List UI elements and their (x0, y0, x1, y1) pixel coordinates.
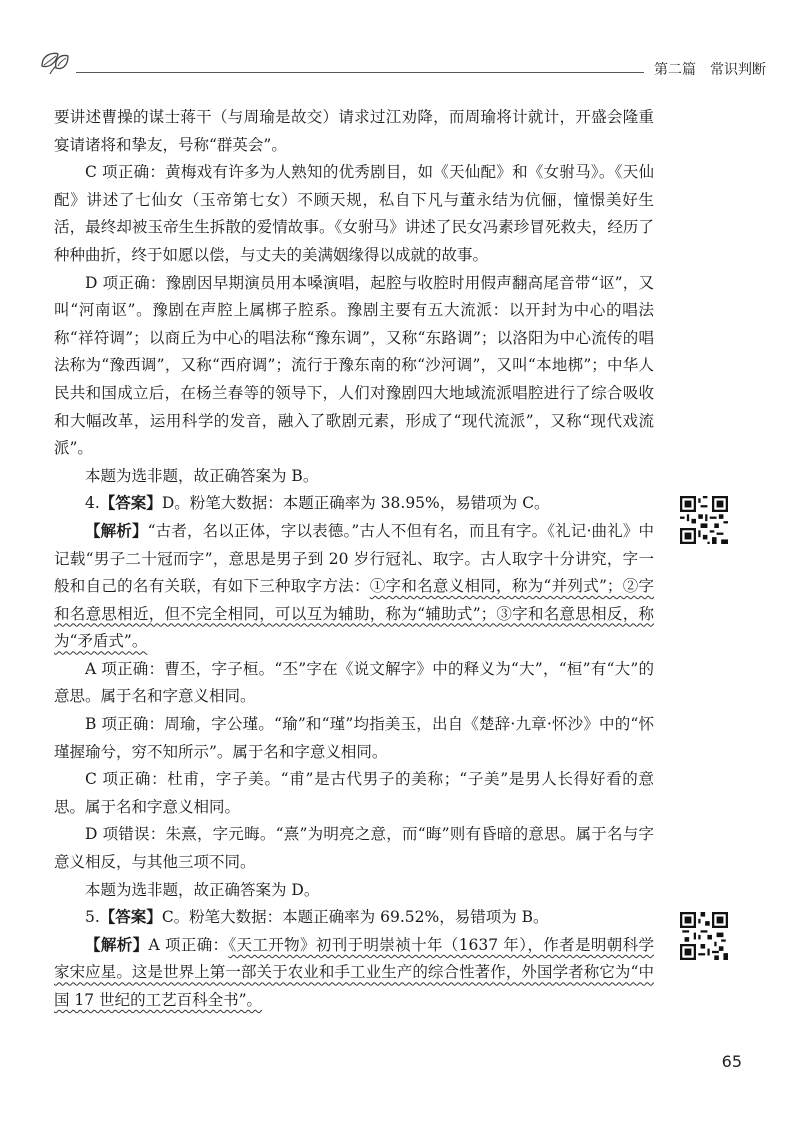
q4-answer-text: D。粉笔大数据：本题正确率为 38.95%，易错项为 C。 (161, 494, 550, 513)
page-number: 65 (721, 1052, 742, 1071)
q5-analysis-emphasis: 《天工开物》初刊于明崇祯十年（1637 年），作者是明朝科学家宋应星。这是世界上第一部关于农业和手工业生产的综合性著作，外国学者称它为“中国 17 世纪的工艺百科全书”。 (54, 935, 654, 1009)
q4-analysis-tag: 【解析】 (85, 521, 148, 540)
section-title: 第二篇 常识判断 (644, 59, 766, 79)
qr-code-icon[interactable] (680, 912, 728, 960)
leaf-sprout-icon (36, 44, 70, 80)
page-body (54, 104, 654, 1015)
paragraph-conclusion-q3: 本题为选非题，故正确答案为 B。 (85, 466, 319, 485)
q4-analysis (54, 518, 654, 656)
q4-number: 4. (85, 494, 100, 513)
q4-option-a: A 项正确：曹丕，字子桓。“丕”字在《说文解字》中的释义为“大”，“桓”有“大”的意思。属于名和字意义相同。 (54, 659, 654, 706)
page-header (36, 44, 766, 84)
q4-option-b: B 项正确：周瑜，字公瑾。“瑜”和“瑾”均指美玉，出自《楚辞·九章·怀沙》中的“怀瑾握瑜兮，穷不知所示”。属于名和字意义相同。 (54, 715, 654, 761)
q5-analysis-lead: A 项正确： (148, 935, 229, 954)
q5-answer-tag: 【答案】 (99, 908, 162, 927)
q4-answer-tag: 【答案】 (99, 494, 162, 513)
qr-code-icon[interactable] (680, 496, 728, 544)
q4-conclusion: 本题为选非题，故正确答案为 D。 (85, 880, 320, 899)
q4-option-d: D 项错误：朱熹，字元晦。“熹”为明亮之意，而“晦”则有昏暗的意思。属于名与字意义相反，与其他三项不同。 (54, 825, 654, 872)
q4-option-c: C 项正确：杜甫，字子美。“甫”是古代男子的美称；“子美”是男人长得好看的意思。属于名和字意义相同。 (54, 770, 654, 816)
paragraph-option-d: D 项正确：豫剧因早期演员用本嗓演唱，起腔与收腔时用假声翻高尾音带“讴”，又叫“河南讴”。豫剧在声腔上属梆子腔系。豫剧主要有五大流派：以开封为中心的唱法称“祥符调”；以商丘为中心的唱法称“豫东调”，又称“东路调”；以洛阳为中心流传的唱法称为“豫西调”，又称“西府调”；流行于豫东南的称“沙河调”，又叫“本地梆”；中华人民共和国成立后，在杨兰春等的领导下，人们对豫剧四大地域流派唱腔进行了综合吸收和大幅改革，运用科学的发音，融入了歌剧元素，形成了“现代流派”，又称“现代戏流派”。 (54, 273, 654, 458)
q5-analysis-tag: 【解析】 (85, 935, 149, 954)
q5-number: 5. (85, 908, 100, 927)
q4-analysis-emphasis: ①字和名意义相同，称为“并列式”；②字和名意思相近，但不完全相同，可以互为辅助，称为“辅助式”；③字和名意思相反，称为“矛盾式”。 (54, 577, 654, 651)
paragraph-continuation: 要讲述曹操的谋士蒋干（与周瑜是故交）请求过江劝降，而周瑜将计就计，开盛会隆重宴请诸将和挚友，号称“群英会”。 (54, 108, 654, 154)
q4-analysis-plain: “古者，名以正体，字以表德。”古人不但有名，而且有字。《礼记·曲礼》中记载“男子二十冠而字”，意思是男子到 20 岁行冠礼、取字。古人取字十分讲究，字一般和自己的名有关联，有如下三种取字方法： (54, 521, 654, 596)
q5-answer (54, 904, 654, 932)
q4-answer (54, 490, 654, 518)
paragraph-option-c: C 项正确：黄梅戏有许多为人熟知的优秀剧目，如《天仙配》和《女驸马》。《天仙配》讲述了七仙女（玉帝第七女）不顾天规，私自下凡与董永结为伉俪，憧憬美好生活，最终却被玉帝生生拆散的爱情故事。《女驸马》讲述了民女冯素珍冒死救夫，经历了种种曲折，终于如愿以偿，与丈夫的美满姻缘得以成就的故事。 (54, 163, 654, 264)
q5-analysis (54, 932, 654, 1015)
q5-answer-text: C。粉笔大数据：本题正确率为 69.52%，易错项为 B。 (161, 908, 549, 927)
